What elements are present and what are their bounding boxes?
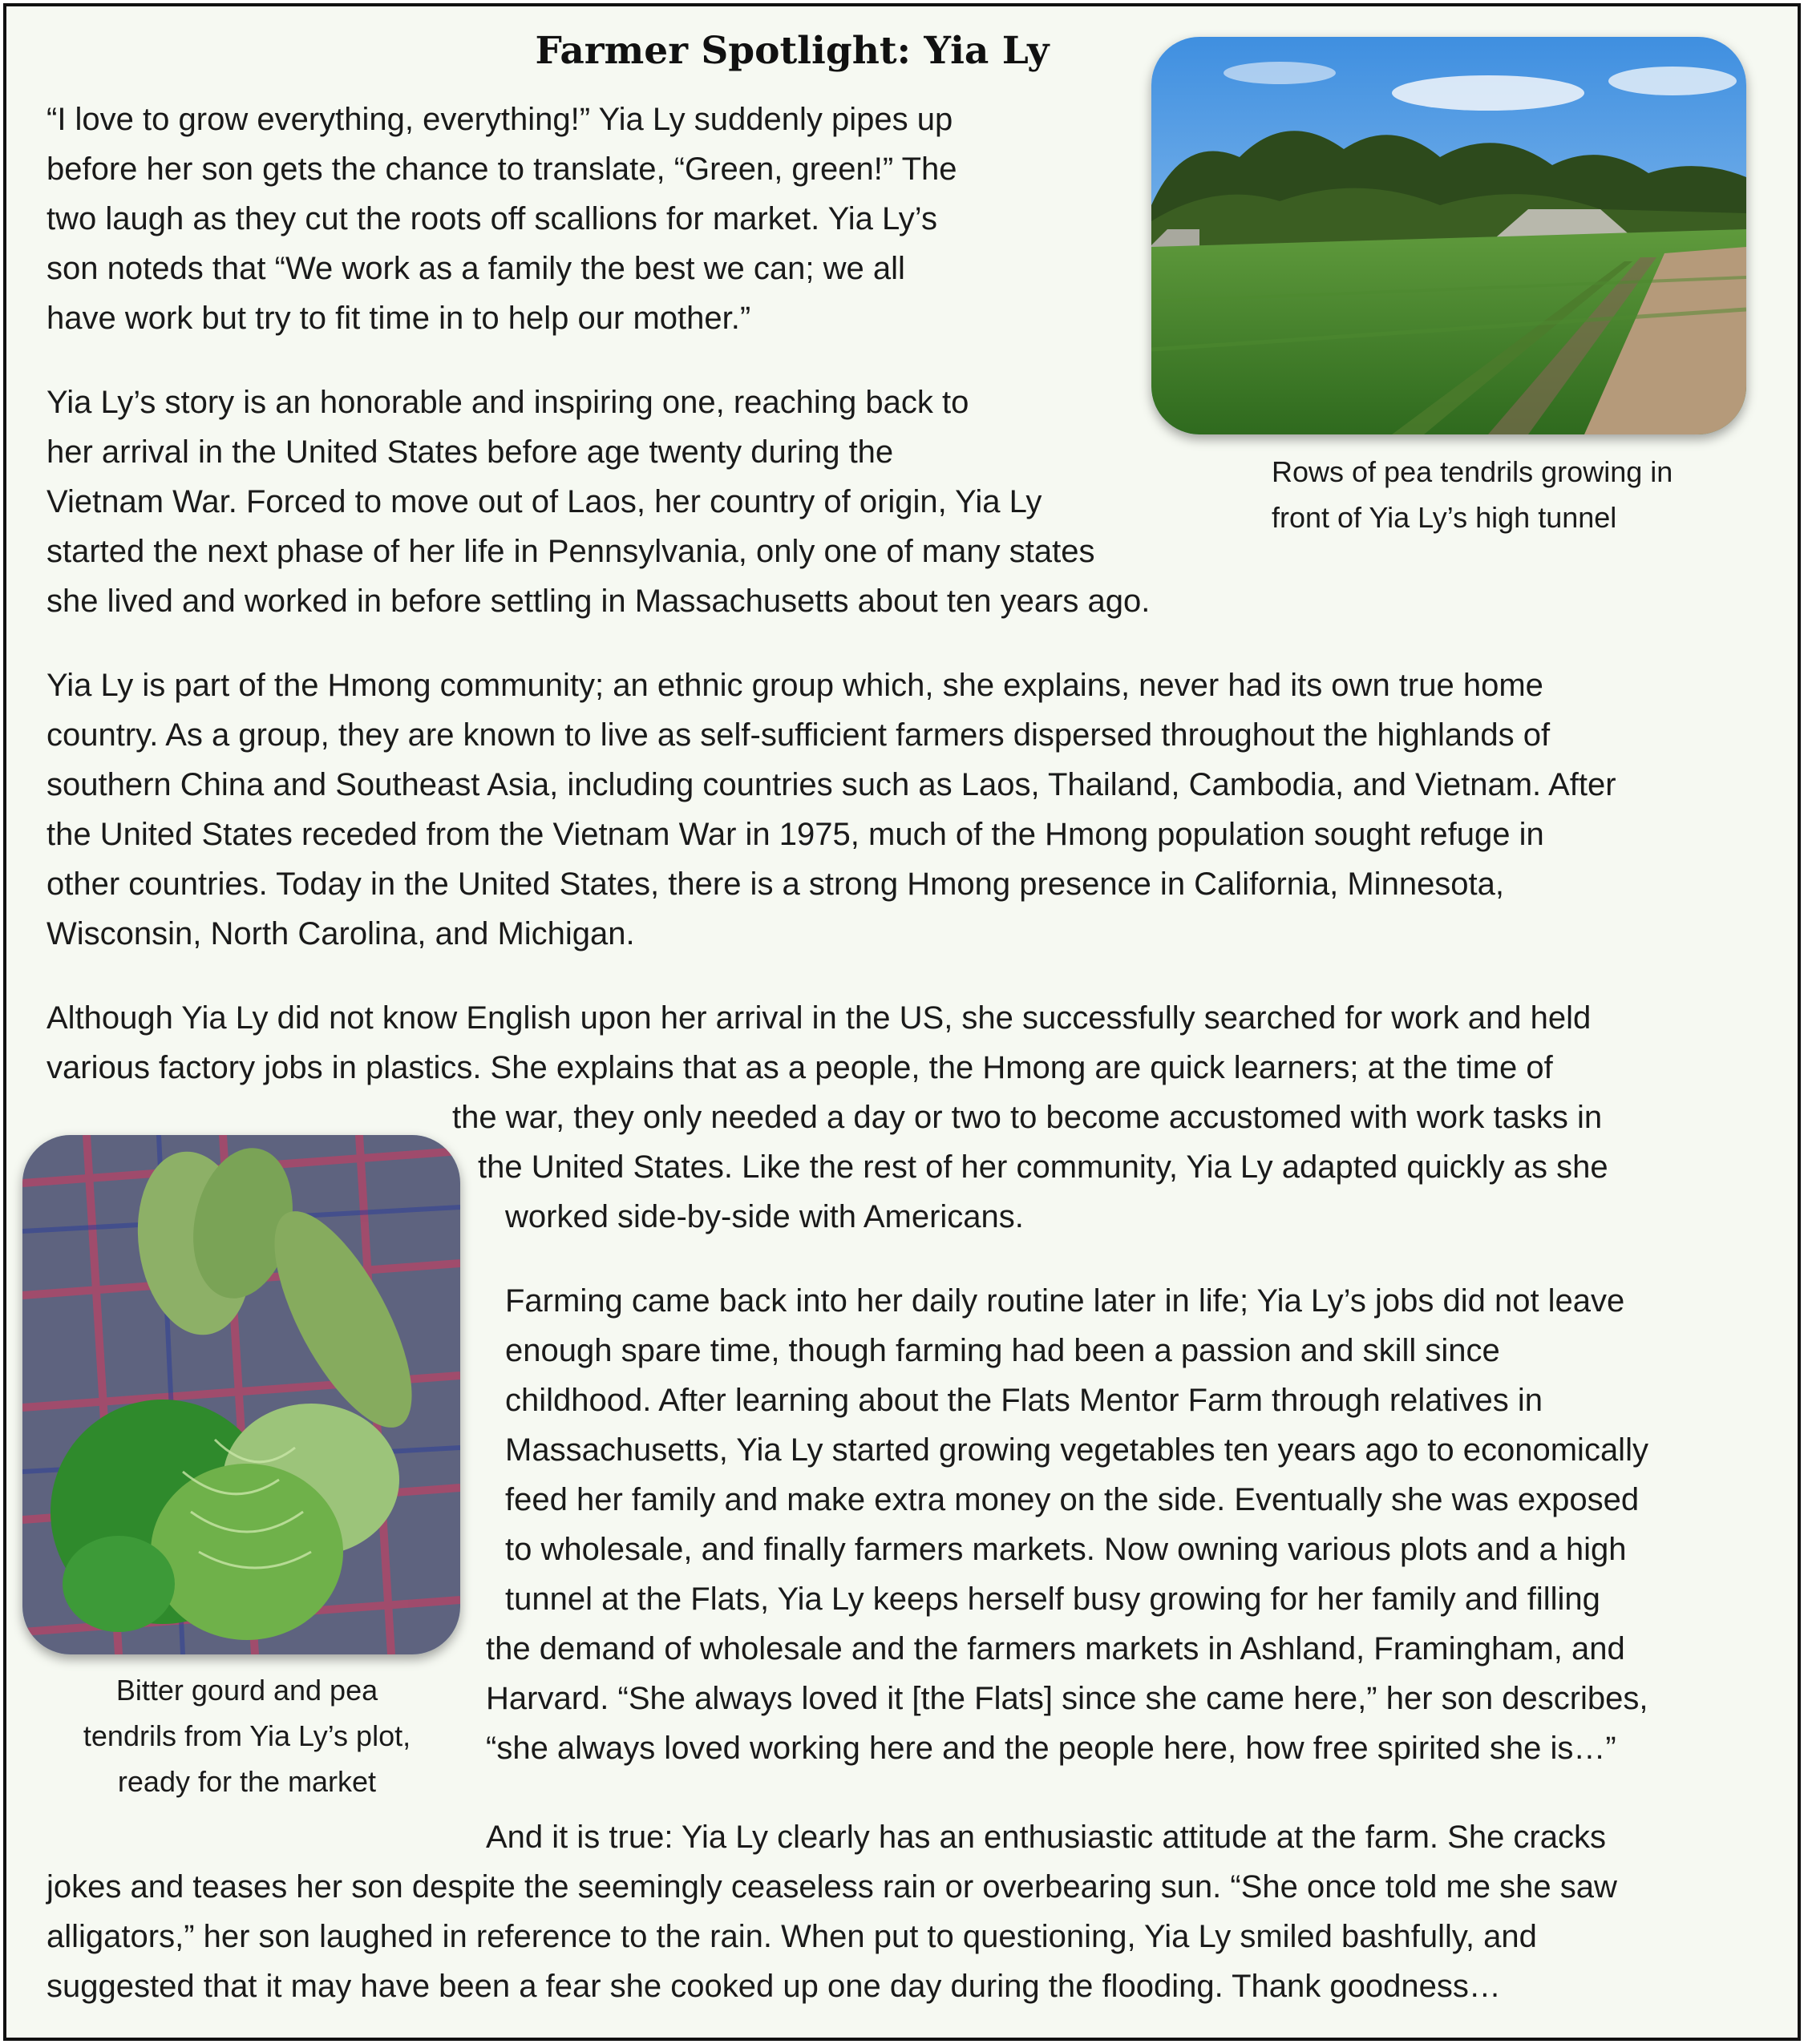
text-line: tunnel at the Flats, Yia Ly keeps herself busy growing for her family and filling <box>505 1581 1600 1617</box>
text-line: son noteds that “We work as a family the best we can; we all <box>47 251 905 286</box>
text-line: the war, they only needed a day or two to become accustomed with work tasks in <box>452 1100 1603 1135</box>
text-line: two laugh as they cut the roots off scallions for market. Yia Ly’s <box>47 201 937 236</box>
text-line: started the next phase of her life in Pennsylvania, only one of many states <box>47 534 1095 569</box>
caption-line: ready for the market <box>117 1765 377 1798</box>
text-line: Wisconsin, North Carolina, and Michigan. <box>47 916 635 951</box>
text-line: country. As a group, they are known to live as self-sufficient farmers dispersed throughout the highlands of <box>47 717 1551 753</box>
text-line: the demand of wholesale and the farmers markets in Ashland, Framingham, and <box>486 1631 1625 1666</box>
field-photo-caption <box>1272 449 1673 540</box>
text-line: southern China and Southeast Asia, including countries such as Laos, Thailand, Cambodia, and Vietnam. After <box>47 767 1616 802</box>
caption-line: Rows of pea tendrils growing in <box>1272 455 1673 488</box>
text-line: Farming came back into her daily routine later in life; Yia Ly’s jobs did not leave <box>505 1283 1625 1319</box>
text-line: she lived and worked in before settling in Massachusetts about ten years ago. <box>47 584 1151 619</box>
text-line: various factory jobs in plastics. She explains that as a people, the Hmong are quick learners; at the time of <box>47 1050 1553 1085</box>
bitter-gourd-produce-photo <box>22 1135 460 1654</box>
text-line: before her son gets the chance to translate, “Green, green!” The <box>47 151 957 187</box>
text-line: And it is true: Yia Ly clearly has an enthusiastic attitude at the farm. She cracks <box>486 1820 1606 1855</box>
article-page <box>3 3 1801 2041</box>
text-line: worked side-by-side with Americans. <box>505 1199 1024 1234</box>
text-line: Although Yia Ly did not know English upon her arrival in the US, she successfully searched for work and held <box>47 1000 1592 1036</box>
text-line: “I love to grow everything, everything!” Yia Ly suddenly pipes up <box>47 102 953 137</box>
text-line: Yia Ly is part of the Hmong community; an ethnic group which, she explains, never had its own true home <box>47 668 1543 703</box>
text-line: Massachusetts, Yia Ly started growing vegetables ten years ago to economically <box>505 1432 1648 1468</box>
text-line: other countries. Today in the United States, there is a strong Hmong presence in California, Minnesota, <box>47 866 1505 902</box>
pea-tendril-field-photo <box>1151 37 1746 434</box>
text-line: feed her family and make extra money on the side. Eventually she was exposed <box>505 1482 1640 1517</box>
text-line: have work but try to fit time in to help our mother.” <box>47 301 751 336</box>
caption-line: tendrils from Yia Ly’s plot, <box>83 1719 411 1752</box>
text-line: the United States. Like the rest of her community, Yia Ly adapted quickly as she <box>478 1149 1608 1185</box>
text-line: Vietnam War. Forced to move out of Laos, her country of origin, Yia Ly <box>47 484 1042 519</box>
text-line: to wholesale, and finally farmers markets. Now owning various plots and a high <box>505 1532 1627 1567</box>
text-line: suggested that it may have been a fear she cooked up one day during the flooding. Thank goodness… <box>47 1969 1501 2004</box>
text-line: enough spare time, though farming had been a passion and skill since <box>505 1333 1500 1368</box>
caption-line: front of Yia Ly’s high tunnel <box>1272 501 1617 534</box>
article-title: Farmer Spotlight: Yia Ly <box>535 29 1050 73</box>
text-line: “she always loved working here and the people here, how free spirited she is…” <box>486 1731 1616 1766</box>
produce-photo-caption <box>22 1667 471 1804</box>
caption-line: Bitter gourd and pea <box>115 1674 378 1707</box>
text-line: her arrival in the United States before age twenty during the <box>47 434 894 470</box>
text-line: jokes and teases her son despite the seemingly ceaseless rain or overbearing sun. “She once told me she saw <box>47 1869 1617 1905</box>
text-line: the United States receded from the Vietnam War in 1975, much of the Hmong population sought refuge in <box>47 817 1544 852</box>
text-line: Yia Ly’s story is an honorable and inspiring one, reaching back to <box>47 385 969 420</box>
text-line: Harvard. “She always loved it [the Flats] since she came here,” her son describes, <box>486 1681 1648 1716</box>
text-line: childhood. After learning about the Flats Mentor Farm through relatives in <box>505 1383 1543 1418</box>
text-line: alligators,” her son laughed in reference to the rain. When put to questioning, Yia Ly smiled bashfully, and <box>47 1919 1537 1954</box>
